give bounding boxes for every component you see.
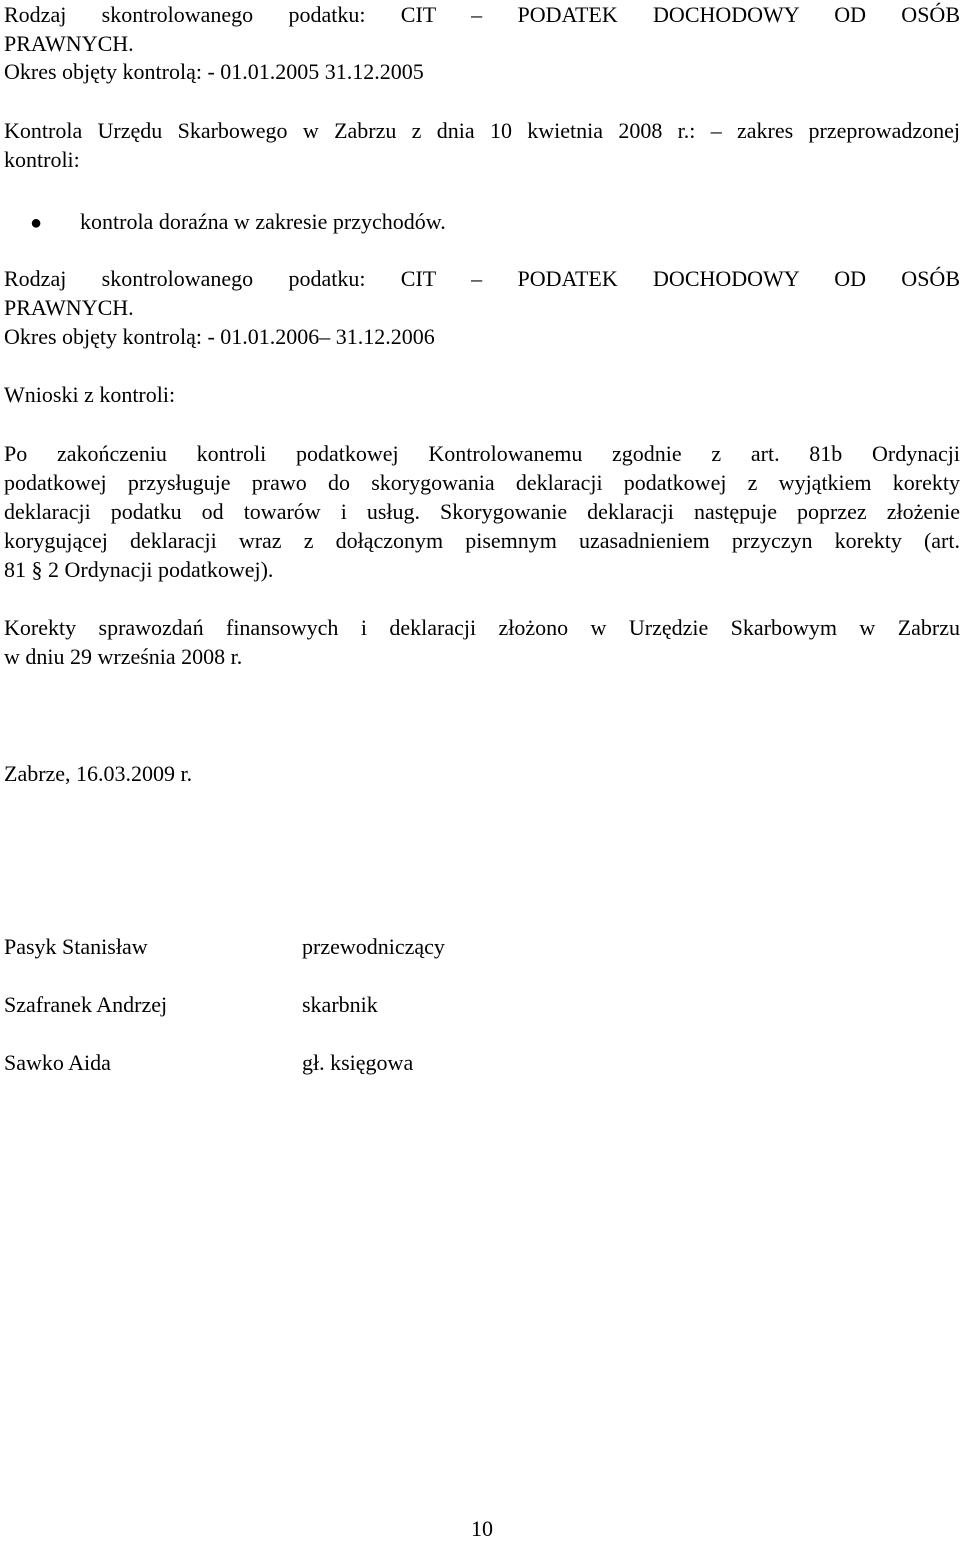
audit-info-continuation: kontroli: (4, 147, 80, 172)
corrections-paragraph-line: w dniu 29 września 2008 r. (4, 644, 243, 669)
conclusion-paragraph-line: 81 § 2 Ordynacji podatkowej). (4, 557, 274, 582)
bullet-icon: ● (30, 212, 43, 234)
conclusion-paragraph-line: Po zakończeniu kontroli podatkowej Kontrolowanemu zgodnie z art. 81b Ordynacji (4, 441, 960, 466)
corrections-paragraph-line: Korekty sprawozdań finansowych i deklaracji złożono w Urzędzie Skarbowym w Zabrzu (4, 615, 960, 640)
signatory-role: skarbnik (302, 992, 378, 1017)
signatory-role: przewodniczący (302, 934, 445, 959)
conclusion-paragraph-line: podatkowej przysługuje prawo do skorygowania deklaracji podatkowej z wyjątkiem korekty (4, 470, 960, 495)
audit-info-line: Kontrola Urzędu Skarbowego w Zabrzu z dnia 10 kwietnia 2008 r.: – zakres przeprowadzonej (4, 118, 960, 143)
audit-period: Okres objęty kontrolą: - 01.01.2005 31.12.2005 (4, 59, 424, 84)
audit-scope-text: kontrola doraźna w zakresie przychodów. (80, 209, 446, 234)
conclusion-paragraph-line: korygującej deklaracji wraz z dołączonym pisemnym uzasadnieniem przyczyn korekty (art. (4, 528, 960, 553)
signatory-name: Pasyk Stanisław (4, 934, 148, 959)
signatory-name: Sawko Aida (4, 1050, 111, 1075)
tax-type-line: Rodzaj skontrolowanego podatku: CIT – PODATEK DOCHODOWY OD OSÓB (4, 266, 960, 291)
signatory-role: gł. księgowa (302, 1050, 414, 1075)
tax-type-line: Rodzaj skontrolowanego podatku: CIT – PODATEK DOCHODOWY OD OSÓB (4, 2, 960, 27)
page-number: 10 (471, 1516, 493, 1541)
conclusion-paragraph-line: deklaracji podatku od towarów i usług. Skorygowanie deklaracji następuje poprzez złożenie (4, 499, 960, 524)
tax-type-continuation: PRAWNYCH. (4, 31, 134, 56)
place-date: Zabrze, 16.03.2009 r. (4, 761, 193, 786)
audit-period: Okres objęty kontrolą: - 01.01.2006– 31.12.2006 (4, 324, 435, 349)
audit-scope-item (30, 209, 446, 236)
tax-type-continuation: PRAWNYCH. (4, 295, 134, 320)
signatory-name: Szafranek Andrzej (4, 992, 168, 1017)
conclusions-heading: Wnioski z kontroli: (4, 382, 176, 407)
